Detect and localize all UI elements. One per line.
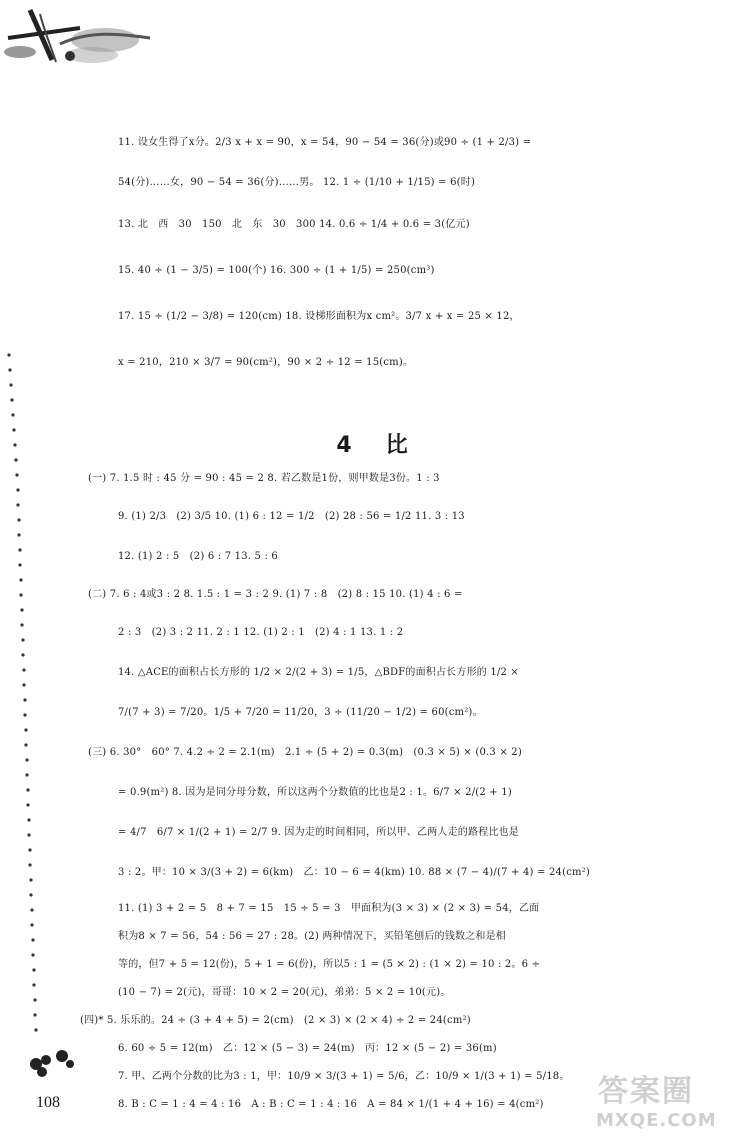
ink-branch-decoration	[0, 0, 170, 90]
section-title: 4 比	[336, 433, 414, 458]
text-line: (二) 7. 6 : 4或3 : 2 8. 1.5 : 1 = 3 : 2 9. (1) 7 : 8 (2) 8 : 15 10. (1) 4 : 6 =	[88, 589, 463, 600]
text-line: (四)* 5. 乐乐的。24 ÷ (3 + 4 + 5) = 2(cm) (2 × 3) × (2 × 4) ÷ 2 = 24(cm²)	[80, 1015, 471, 1026]
text-line: (10 − 7) = 2(元)，哥哥：10 × 2 = 20(元)，弟弟：5 × 2 = 10(元)。	[118, 987, 451, 998]
text-line: 7. 甲、乙两个分数的比为3 : 1，甲：10/9 × 3/(3 + 1) = 5/6，乙：10/9 × 1/(3 + 1) = 5/18。	[118, 1071, 570, 1082]
text-line: 9. (1) 2/3 (2) 3/5 10. (1) 6 : 12 = 1/2 (2) 28 : 56 = 1/2 11. 3 : 13	[118, 511, 465, 522]
text-line: 积为8 × 7 = 56，54 : 56 = 27 : 28。(2) 两种情况下，买铅笔刨后的钱数之和是相	[118, 931, 506, 942]
text-line: 等的，但7 + 5 = 12(份)，5 + 1 = 6(份)，所以5 : 1 = (5 × 2) : (1 × 2) = 10 : 2。6 ÷	[118, 959, 541, 970]
text-line: = 0.9(m²) 8. 因为是同分母分数，所以这两个分数值的比也是2 : 1。6/7 × 2/(2 + 1)	[118, 787, 512, 798]
watermark-text: 答案圈	[598, 1074, 694, 1109]
text-line: 8. B : C = 1 : 4 = 4 : 16 A : B : C = 1 : 4 : 16 A = 84 × 1/(1 + 4 + 16) = 4(cm²)	[118, 1099, 544, 1110]
text-line: 54(分)……女，90 − 54 = 36(分)……男。 12. 1 ÷ (1/10 + 1/15) = 6(时)	[118, 177, 476, 188]
text-line: 15. 40 ÷ (1 − 3/5) = 100(个) 16. 300 ÷ (1 + 1/5) = 250(cm³)	[118, 265, 435, 276]
text-line: 11. 设女生得了x分。2/3 x + x = 90，x = 54，90 − 54 = 36(分)或90 ÷ (1 + 2/3) =	[118, 137, 532, 148]
watermark-url: MXQE.COM	[596, 1110, 717, 1131]
page-number: 108	[36, 1094, 60, 1111]
text-line: = 4/7 6/7 × 1/(2 + 1) = 2/7 9. 因为走的时间相同，所以甲、乙两人走的路程比也是	[118, 827, 520, 838]
text-line: 14. △ACE的面积占长方形的 1/2 × 2/(2 + 3) = 1/5，△BDF的面积占长方形的 1/2 ×	[118, 667, 520, 678]
text-line: 13. 北 西 30 150 北 东 30 300 14. 0.6 ÷ 1/4 + 0.6 = 3(亿元)	[118, 219, 470, 230]
text-line: 2 : 3 (2) 3 : 2 11. 2 : 1 12. (1) 2 : 1 (2) 4 : 1 13. 1 : 2	[118, 627, 404, 638]
watermark	[588, 1066, 748, 1136]
text-line: 3 : 2。甲：10 × 3/(3 + 2) = 6(km) 乙：10 − 6 = 4(km) 10. 88 × (7 − 4)/(7 + 4) = 24(cm²)	[118, 867, 590, 878]
text-line: 12. (1) 2 : 5 (2) 6 : 7 13. 5 : 6	[118, 551, 278, 562]
text-line: x = 210，210 × 3/7 = 90(cm²)，90 × 2 ÷ 12 = 15(cm)。	[118, 357, 414, 368]
text-line: 7/(7 + 3) = 7/20。1/5 + 7/20 = 11/20，3 ÷ (11/20 − 1/2) = 60(cm²)。	[118, 707, 483, 718]
text-line: (三) 6. 30° 60° 7. 4.2 ÷ 2 = 2.1(m) 2.1 ÷ (5 + 2) = 0.3(m) (0.3 × 5) × (0.3 × 2)	[88, 747, 522, 758]
text-line: 6. 60 ÷ 5 = 12(m) 乙：12 × (5 − 3) = 24(m) 丙：12 × (5 − 2) = 36(m)	[118, 1043, 497, 1054]
text-line: 17. 15 ÷ (1/2 − 3/8) = 120(cm) 18. 设梯形面积为x cm²。3/7 x + x = 25 × 12，	[118, 311, 520, 322]
text-line: (一) 7. 1.5 时 : 45 分 = 90 : 45 = 2 8. 若乙数是1份，则甲数是3份。1 : 3	[88, 473, 440, 484]
text-line: 11. (1) 3 + 2 = 5 8 + 7 = 15 15 ÷ 5 = 3 甲面积为(3 × 3) × (2 × 3) = 54，乙面	[118, 903, 540, 914]
